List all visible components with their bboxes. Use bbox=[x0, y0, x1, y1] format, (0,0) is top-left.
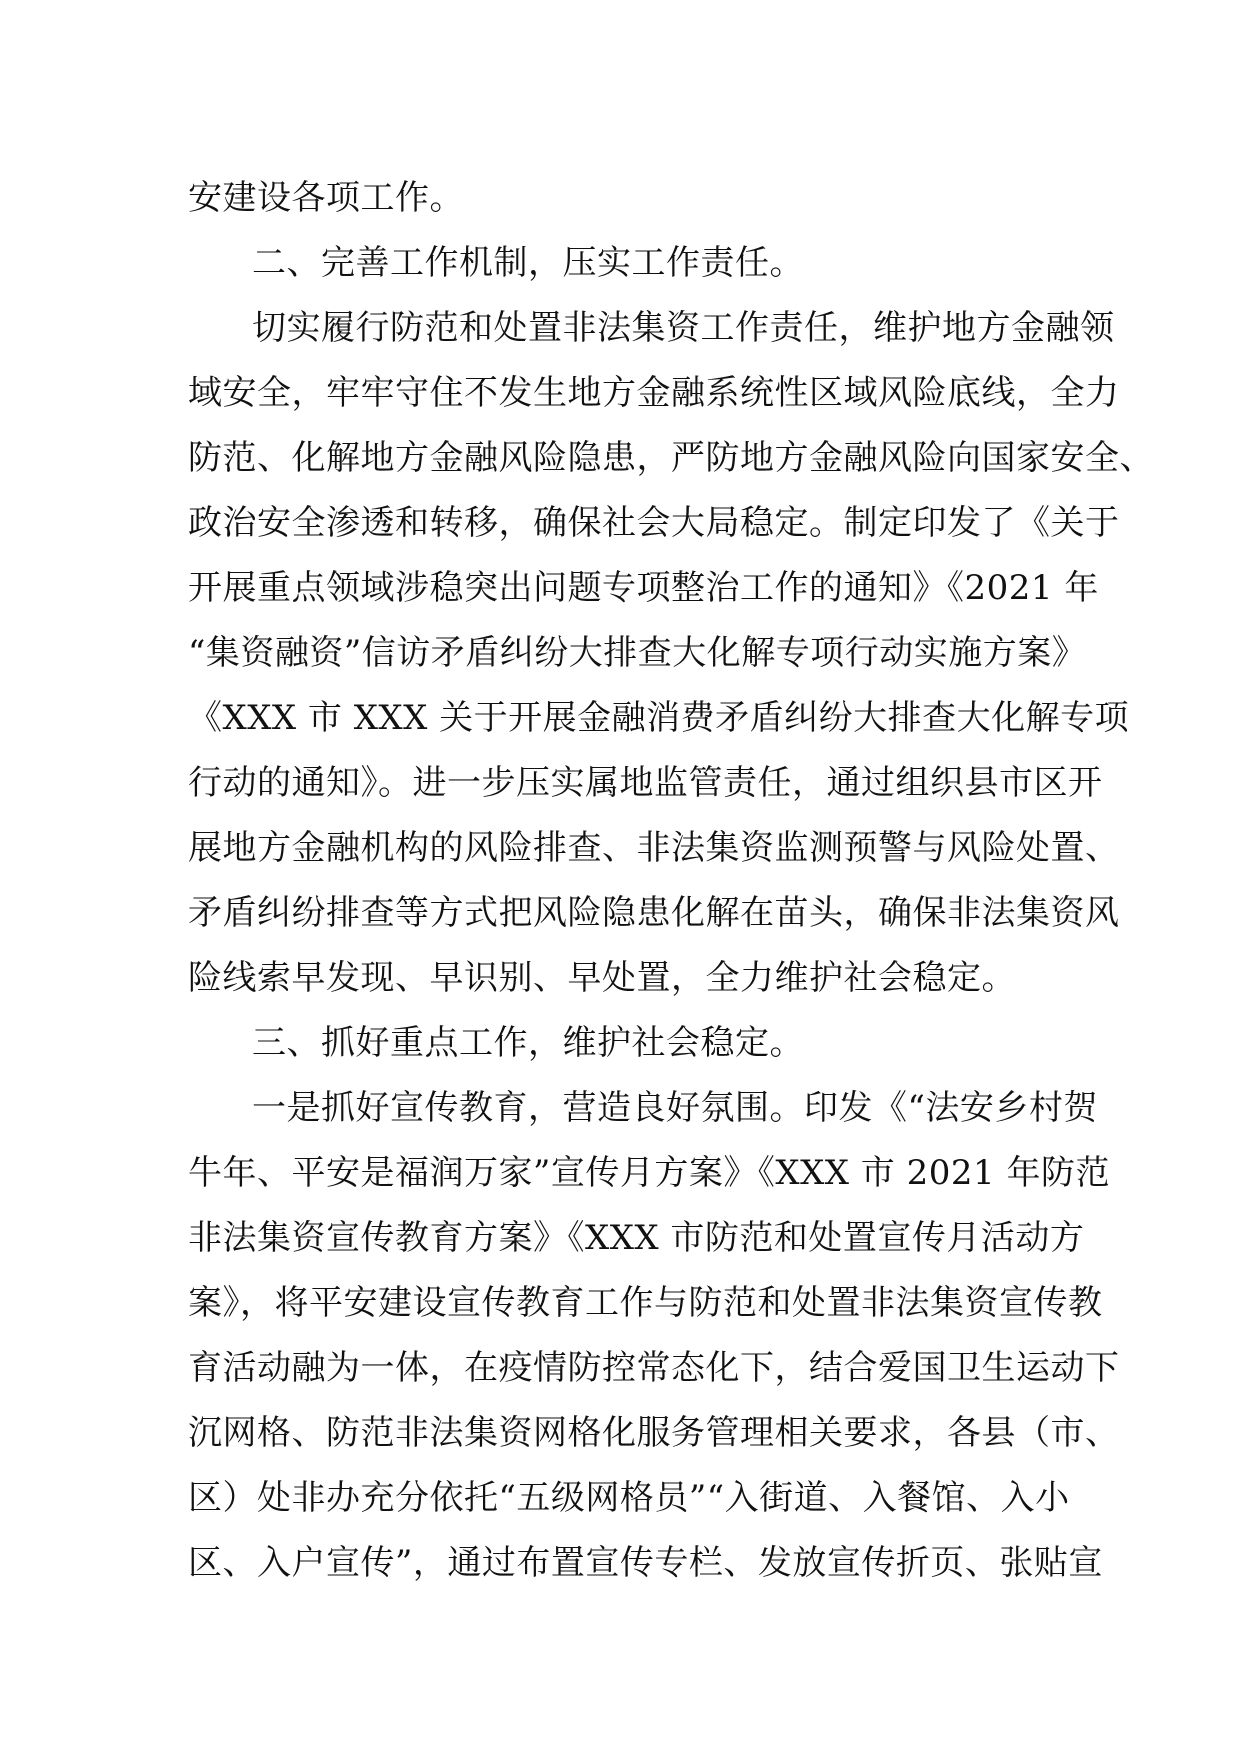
text-line: 行动的通知》。进一步压实属地监管责任，通过组织县市区开 bbox=[188, 763, 1103, 803]
text-line: 《XXX 市 XXX 关于开展金融消费矛盾纠纷大排查大化解专项 bbox=[188, 698, 1130, 738]
text-line: 案》，将平安建设宣传教育工作与防范和处置非法集资宣传教 bbox=[188, 1283, 1103, 1323]
section-heading: 二、完善工作机制，压实工作责任。 bbox=[252, 243, 804, 283]
text-line: 展地方金融机构的风险排查、非法集资监测预警与风险处置、 bbox=[188, 828, 1120, 868]
text-line: 区）处非办充分依托“五级网格员”“入街道、入餐馆、入小 bbox=[188, 1478, 1070, 1518]
text-line: 牛年、平安是福润万家”宣传月方案》《XXX 市 2021 年防范 bbox=[188, 1153, 1110, 1193]
text-line: 非法集资宣传教育方案》《XXX 市防范和处置宣传月活动方 bbox=[188, 1218, 1085, 1258]
text-line: 矛盾纠纷排查等方式把风险隐患化解在苗头，确保非法集资风 bbox=[188, 893, 1120, 933]
text-line: 一是抓好宣传教育，营造良好氛围。印发《“法安乡村贺 bbox=[252, 1088, 1098, 1128]
section-heading: 三、抓好重点工作，维护社会稳定。 bbox=[252, 1023, 804, 1063]
text-line: 安建设各项工作。 bbox=[188, 178, 464, 218]
text-line: 政治安全渗透和转移，确保社会大局稳定。制定印发了《关于 bbox=[188, 503, 1120, 543]
text-line: 区、入户宣传”，通过布置宣传专栏、发放宣传折页、张贴宣 bbox=[188, 1543, 1103, 1583]
text-line: 域安全，牢牢守住不发生地方金融系统性区域风险底线，全力 bbox=[188, 373, 1120, 413]
text-line: 切实履行防范和处置非法集资工作责任，维护地方金融领 bbox=[252, 308, 1115, 348]
text-line: 险线索早发现、早识别、早处置，全力维护社会稳定。 bbox=[188, 958, 1016, 998]
text-line: 防范、化解地方金融风险隐患，严防地方金融风险向国家安全、 bbox=[188, 438, 1154, 478]
text-line: 沉网格、防范非法集资网格化服务管理相关要求，各县（市、 bbox=[188, 1413, 1120, 1453]
text-line: “集资融资”信访矛盾纠纷大排查大化解专项行动实施方案》 bbox=[188, 633, 1087, 673]
text-line: 开展重点领域涉稳突出问题专项整治工作的通知》《2021 年 bbox=[188, 568, 1099, 608]
text-line: 育活动融为一体，在疫情防控常态化下，结合爱国卫生运动下 bbox=[188, 1348, 1120, 1388]
